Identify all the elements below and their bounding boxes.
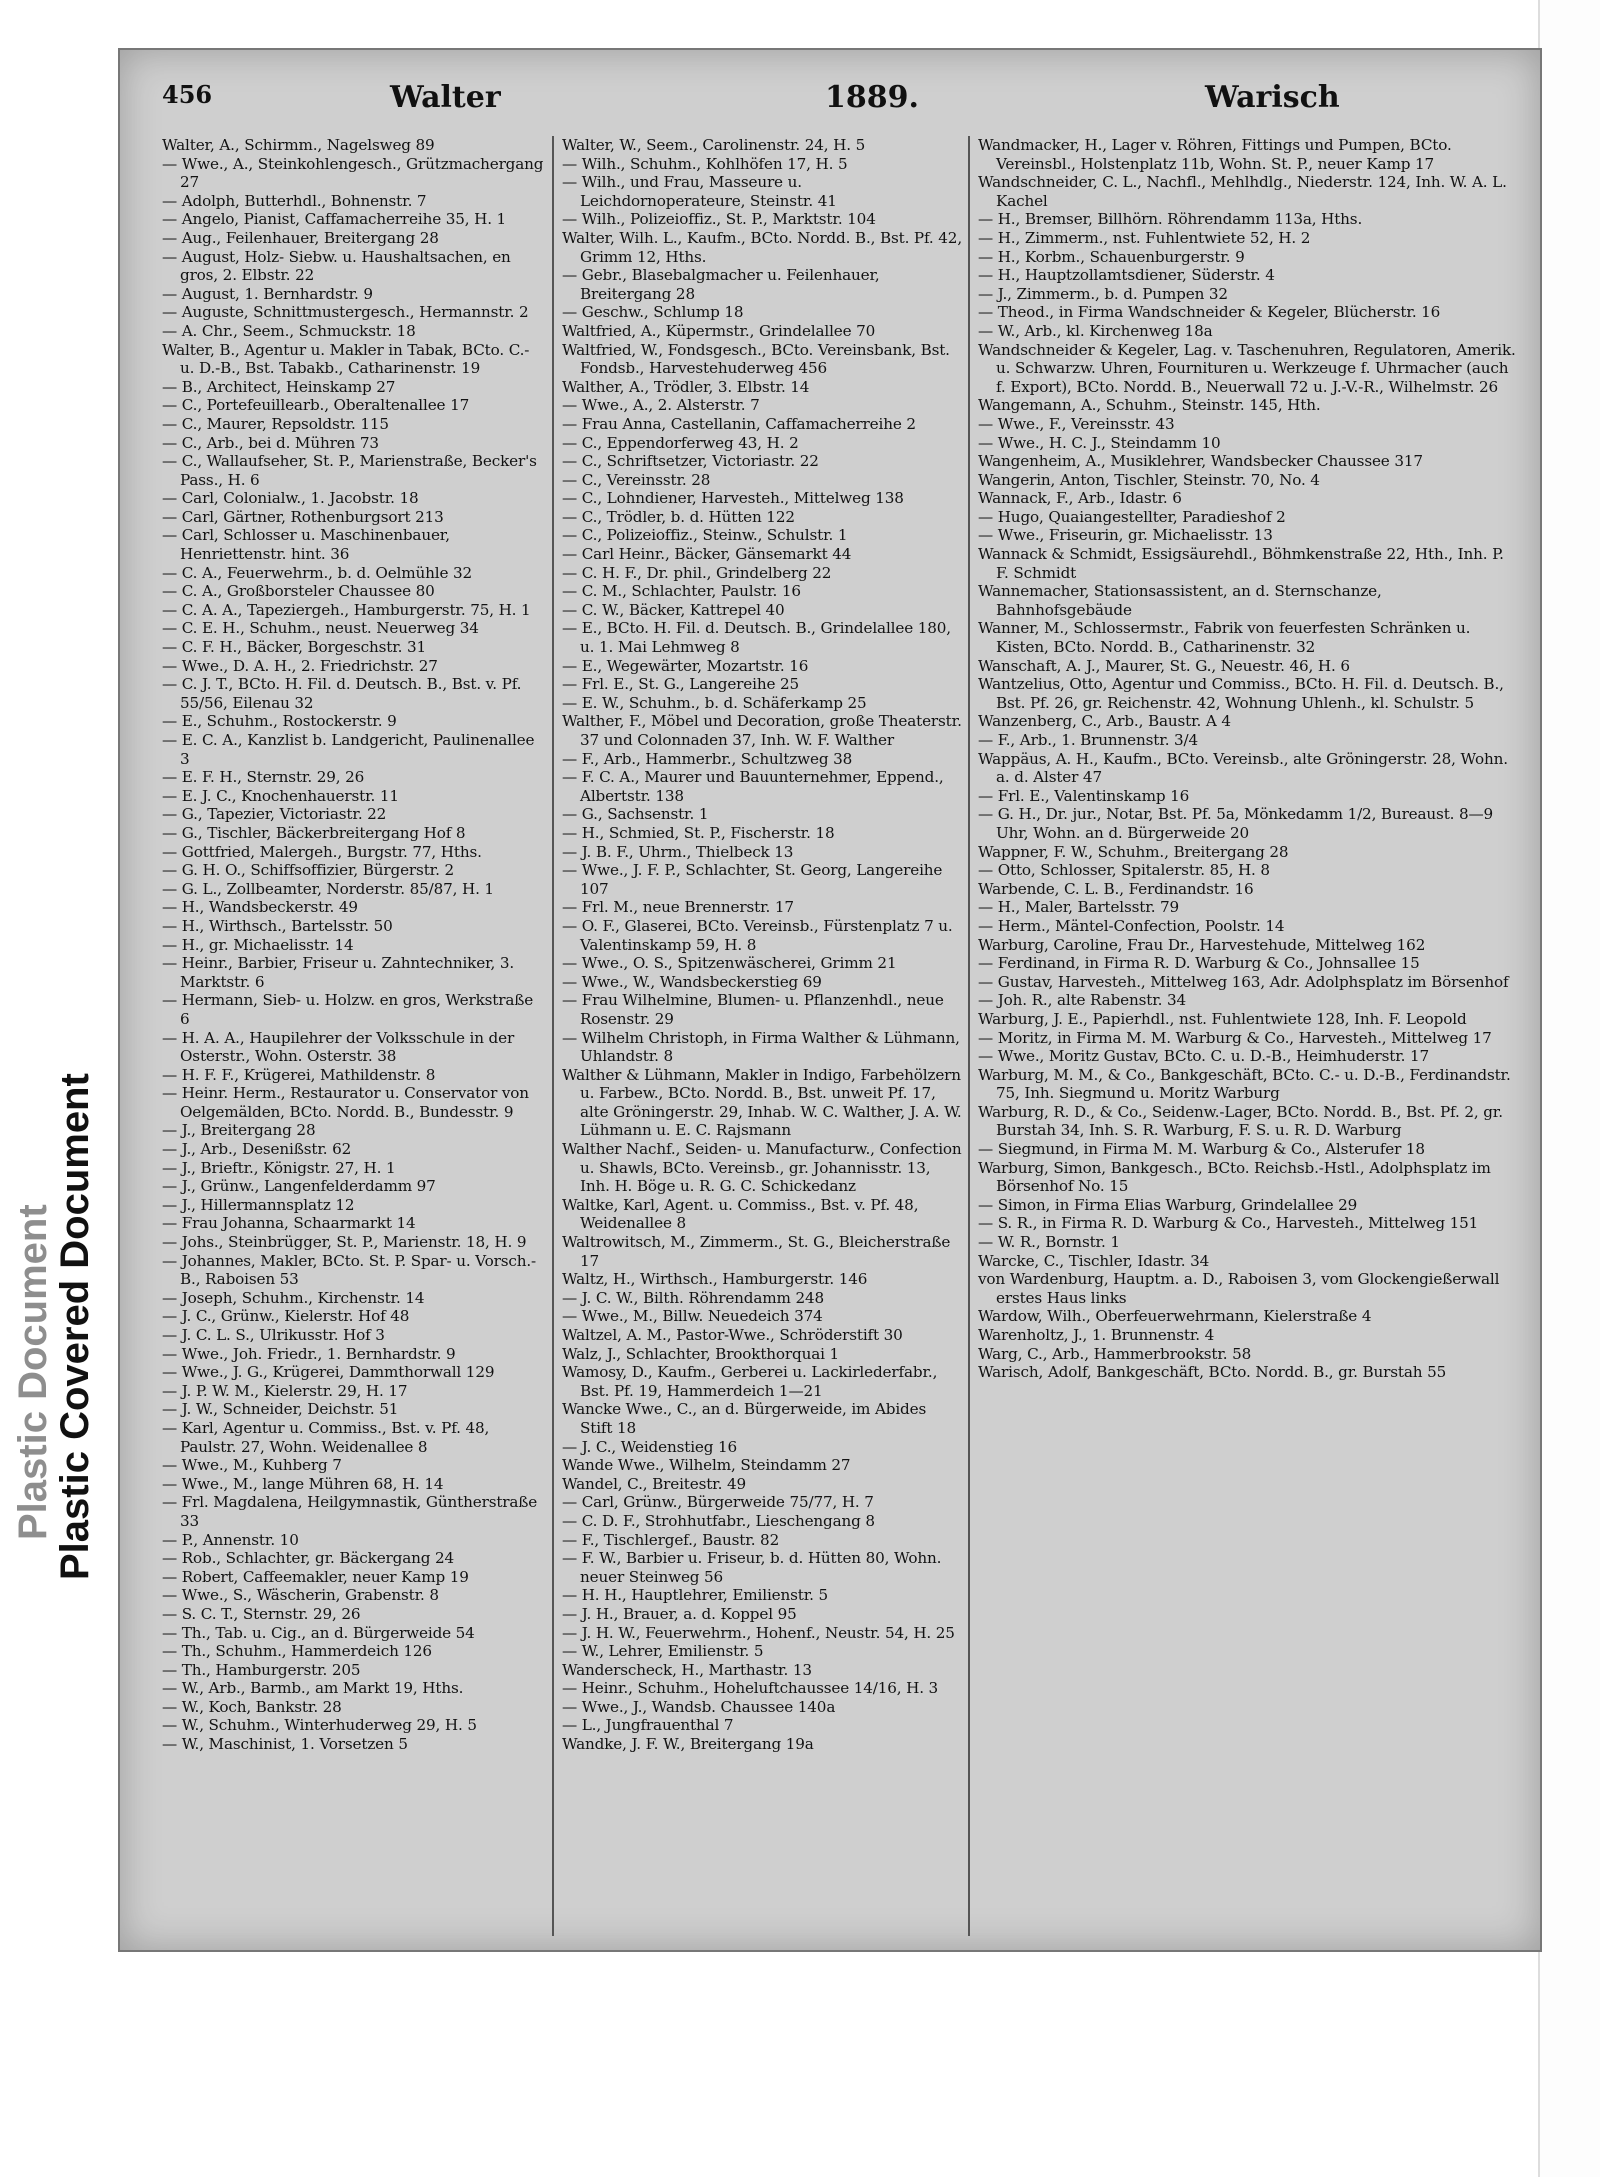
- page-number: 456: [162, 80, 213, 109]
- directory-entry: — C., Polizeioffiz., Steinw., Schulstr. 1: [562, 526, 848, 545]
- directory-entry: — Wwe., W., Wandsbeckerstieg 69: [562, 972, 822, 991]
- directory-entry: Waltfried, A., Küpermstr., Grindelallee 70: [562, 321, 876, 340]
- year-heading: 1889.: [825, 80, 919, 115]
- directory-entry: — Herm., Mäntel-Confection, Poolstr. 14: [978, 916, 1285, 935]
- directory-entry: — S. C. T., Sternstr. 29, 26: [162, 1604, 361, 1623]
- directory-entry: — Joh. R., alte Rabenstr. 34: [978, 991, 1187, 1010]
- column-left: [162, 136, 544, 1936]
- directory-entry: — Simon, in Firma Elias Warburg, Grindelallee 29: [978, 1195, 1358, 1214]
- directory-entry: — C., Vereinsstr. 28: [562, 470, 711, 489]
- directory-entry: — J. C. L. S., Ulrikusstr. Hof 3: [162, 1326, 385, 1344]
- directory-entry: — C., Portefeuillearb., Oberaltenallee 17: [162, 396, 470, 415]
- directory-entry: Wancke Wwe., C., an d. Bürgerweide, im Abides Stift 18: [562, 1400, 927, 1437]
- directory-entry: — J. C., Weidenstieg 16: [562, 1437, 738, 1456]
- directory-entry: — C., Trödler, b. d. Hütten 122: [562, 507, 795, 526]
- directory-entry: — C. M., Schlachter, Paulstr. 16: [562, 582, 801, 601]
- directory-entry: — G. H. O., Schiffsoffizier, Bürgerstr. 2: [162, 861, 454, 880]
- directory-entry: — H., Schmied, St. P., Fischerstr. 18: [562, 823, 835, 842]
- directory-entry: — Wwe., S., Wäscherin, Grabenstr. 8: [162, 1586, 439, 1605]
- directory-entry: Walz, J., Schlachter, Brookthorquai 1: [562, 1344, 840, 1363]
- directory-entry: — Hermann, Sieb- u. Holzw. en gros, Werkstraße 6: [162, 991, 534, 1028]
- directory-entry: — A. Chr., Seem., Schmuckstr. 18: [162, 321, 416, 340]
- directory-entry: — Wwe., Joh. Friedr., 1. Bernhardstr. 9: [162, 1344, 456, 1363]
- directory-entry: Walter, B., Agentur u. Makler in Tabak, BCto. C.- u. D.-B., Bst. Tabakb., Catharinenstr. 19: [162, 340, 530, 378]
- directory-entry: — Frl. Magdalena, Heilgymnastik, Güntherstraße 33: [162, 1493, 538, 1530]
- directory-entry: — Wwe., M., lange Mühren 68, H. 14: [162, 1474, 444, 1493]
- directory-entry: — Theod., in Firma Wandschneider & Kegeler, Blücherstr. 16: [978, 303, 1441, 322]
- directory-entry: — E., BCto. H. Fil. d. Deutsch. B., Grindelallee 180, u. 1. Mai Lehmweg 8: [562, 619, 951, 657]
- directory-entry: — Moritz, in Firma M. M. Warburg & Co., Harvesteh., Mittelweg 17: [978, 1028, 1492, 1047]
- directory-entry: — J., Brieftr., Königstr. 27, H. 1: [162, 1158, 396, 1177]
- directory-entry: — Wwe., M., Billw. Neuedeich 374: [562, 1307, 823, 1326]
- directory-entry: — Siegmund, in Firma M. M. Warburg & Co., Alsterufer 18: [978, 1140, 1425, 1159]
- directory-entry: — Wwe., H. C. J., Steindamm 10: [978, 433, 1221, 452]
- directory-entry: — J., Grünw., Langenfelderdamm 97: [162, 1177, 436, 1196]
- scanned-page: [118, 48, 1542, 1952]
- directory-entry: — G., Tapezier, Victoriastr. 22: [162, 805, 387, 824]
- directory-entry: — C. H. F., Dr. phil., Grindelberg 22: [562, 563, 832, 582]
- directory-entry: — Wwe., A., Steinkohlengesch., Grützmachergang 27: [162, 154, 544, 192]
- directory-entry: — C., Schriftsetzer, Victoriastr. 22: [562, 452, 819, 471]
- directory-entry: Warenholtz, J., 1. Brunnenstr. 4: [978, 1326, 1215, 1344]
- directory-entry: — Carl, Schlosser u. Maschinenbauer, Henriettenstr. hint. 36: [162, 526, 450, 564]
- directory-entry: — Carl, Grünw., Bürgerweide 75/77, H. 7: [562, 1493, 874, 1512]
- directory-entry: — E., Wegewärter, Mozartstr. 16: [562, 656, 809, 675]
- directory-entry: Wandke, J. F. W., Breitergang 19a: [562, 1735, 814, 1754]
- directory-entry: Walther & Lühmann, Makler in Indigo, Farbehölzern u. Farbew., BCto. Nordd. B., Bst. unweit Pf. 17, alte Gröningerstr. 29, Inhab. W. C. Walther, J. A. W. Lühmann u. E. C. Rajsmann: [562, 1065, 962, 1140]
- directory-entry: — L., Jungfrauenthal 7: [562, 1716, 734, 1735]
- directory-entry: — Carl, Colonialw., 1. Jacobstr. 18: [162, 489, 419, 508]
- directory-entry: Walther, A., Trödler, 3. Elbstr. 14: [562, 377, 810, 396]
- directory-entry: — W. R., Bornstr. 1: [978, 1233, 1120, 1252]
- directory-entry: — Th., Schuhm., Hammerdeich 126: [162, 1642, 432, 1661]
- directory-entry: Warburg, J. E., Papierhdl., nst. Fuhlentwiete 128, Inh. F. Leopold: [978, 1009, 1467, 1028]
- directory-entry: Waltz, H., Wirthsch., Hamburgerstr. 146: [562, 1270, 868, 1289]
- directory-entry: — C. D. F., Strohhutfabr., Lieschengang 8: [562, 1511, 875, 1530]
- directory-entry: — Carl Heinr., Bäcker, Gänsemarkt 44: [562, 545, 852, 564]
- directory-entry: — August, Holz- Siebw. u. Haushaltsachen, en gros, 2. Elbstr. 22: [162, 247, 511, 285]
- directory-entry: — J. C. W., Bilth. Röhrendamm 248: [562, 1288, 824, 1307]
- directory-entry: — W., Maschinist, 1. Vorsetzen 5: [162, 1735, 408, 1754]
- directory-entry: — J. B. F., Uhrm., Thielbeck 13: [562, 842, 794, 861]
- directory-entry: Wandel, C., Breitestr. 49: [562, 1474, 746, 1493]
- directory-entry: — Th., Hamburgerstr. 205: [162, 1660, 361, 1679]
- directory-entry: — J. W., Schneider, Deichstr. 51: [162, 1400, 399, 1419]
- side-label-faded: Plastic Document: [11, 1204, 55, 1540]
- directory-entry: — W., Koch, Bankstr. 28: [162, 1697, 342, 1716]
- directory-entry: — E. W., Schuhm., b. d. Schäferkamp 25: [562, 693, 867, 712]
- directory-entry: — Karl, Agentur u. Commiss., Bst. v. Pf. 48, Paulstr. 27, Wohn. Weidenallee 8: [162, 1418, 490, 1456]
- directory-entry: — Wwe., O. S., Spitzenwäscherei, Grimm 21: [562, 954, 897, 973]
- directory-entry: — Otto, Schlosser, Spitalerstr. 85, H. 8: [978, 861, 1270, 880]
- directory-entry: Wande Wwe., Wilhelm, Steindamm 27: [562, 1456, 851, 1475]
- directory-entry: — Frau Johanna, Schaarmarkt 14: [162, 1214, 416, 1233]
- directory-entry: — C., Eppendorferweg 43, H. 2: [562, 433, 799, 452]
- directory-entry: Wappäus, A. H., Kaufm., BCto. Vereinsb., alte Gröningerstr. 28, Wohn. a. d. Alster 47: [978, 749, 1508, 787]
- directory-entry: — Gottfried, Malergeh., Burgstr. 77, Hths.: [162, 842, 482, 861]
- directory-entry: — C. A., Feuerwehrm., b. d. Oelmühle 32: [162, 563, 473, 582]
- directory-entry: — Aug., Feilenhauer, Breitergang 28: [162, 228, 439, 247]
- directory-entry: Walter, A., Schirmm., Nagelsweg 89: [162, 136, 435, 154]
- directory-entry: Wandschneider & Kegeler, Lag. v. Taschenuhren, Regulatoren, Amerik. u. Schwarzw. Uhren, Fournituren u. Werkzeuge f. Uhrmacher (auch f. Export), BCto. Nordd. B., Neuerwall 72 u. J.-V.-R., Wilhelmstr. 26: [978, 340, 1516, 396]
- directory-entry: Wantzelius, Otto, Agentur und Commiss., BCto. H. Fil. d. Deutsch. B., Bst. Pf. 26, gr. Reichenstr. 42, Wohnung Uhlenh., kl. Schulstr. 5: [978, 675, 1504, 712]
- directory-entry: — O. F., Glaserei, BCto. Vereinsb., Fürstenplatz 7 u. Valentinskamp 59, H. 8: [562, 916, 953, 954]
- directory-entry: — C. A., Großborsteler Chaussee 80: [162, 582, 435, 601]
- directory-entry: Walther Nachf., Seiden- u. Manufacturw., Confection u. Shawls, BCto. Vereinsb., gr. Johannisstr. 13, Inh. H. Böge u. R. G. C. Schickedanz: [562, 1140, 962, 1196]
- directory-entry: — Frau Wilhelmine, Blumen- u. Pflanzenhdl., neue Rosenstr. 29: [562, 991, 944, 1028]
- directory-entry: — J. C., Grünw., Kielerstr. Hof 48: [162, 1307, 410, 1326]
- directory-entry: — C., Lohndiener, Harvesteh., Mittelweg 138: [562, 489, 904, 508]
- directory-entry: — Adolph, Butterhdl., Bohnenstr. 7: [162, 191, 427, 210]
- directory-entry: Waltke, Karl, Agent. u. Commiss., Bst. v. Pf. 48, Weidenallee 8: [562, 1195, 919, 1233]
- directory-entry: Wappner, F. W., Schuhm., Breitergang 28: [978, 842, 1289, 861]
- directory-entry: — J., Zimmerm., b. d. Pumpen 32: [978, 284, 1228, 303]
- directory-entry: — Wilhelm Christoph, in Firma Walther & Lühmann, Uhlandstr. 8: [562, 1028, 960, 1066]
- directory-entry: — G. L., Zollbeamter, Norderstr. 85/87, H. 1: [162, 879, 494, 898]
- directory-entry: — J. H., Brauer, a. d. Koppel 95: [562, 1604, 797, 1623]
- directory-entry: — Joseph, Schuhm., Kirchenstr. 14: [162, 1288, 425, 1307]
- directory-entry: — Rob., Schlachter, gr. Bäckergang 24: [162, 1549, 455, 1568]
- directory-entry: — C. E. H., Schuhm., neust. Neuerweg 34: [162, 619, 479, 638]
- directory-entry: — Wilh., und Frau, Masseure u. Leichdornoperateure, Steinstr. 41: [562, 173, 837, 210]
- directory-entry: Wamosy, D., Kaufm., Gerberei u. Lackirlederfabr., Bst. Pf. 19, Hammerdeich 1—21: [562, 1363, 938, 1400]
- directory-entry: — Wwe., A., 2. Alsterstr. 7: [562, 396, 760, 415]
- directory-entry: — Wwe., F., Vereinsstr. 43: [978, 414, 1175, 433]
- directory-entry: — Frl. M., neue Brennerstr. 17: [562, 898, 794, 917]
- directory-entry: — E. F. H., Sternstr. 29, 26: [162, 768, 365, 787]
- directory-entry: Warisch, Adolf, Bankgeschäft, BCto. Nordd. B., gr. Burstah 55: [978, 1363, 1447, 1382]
- directory-entry: — Frl. E., Valentinskamp 16: [978, 786, 1190, 805]
- directory-entry: — E. J. C., Knochenhauerstr. 11: [162, 786, 399, 805]
- directory-entry: — C. J. T., BCto. H. Fil. d. Deutsch. B., Bst. v. Pf. 55/56, Eilenau 32: [162, 675, 522, 712]
- directory-entry: — W., Arb., kl. Kirchenweg 18a: [978, 321, 1213, 340]
- directory-entry: Wandmacker, H., Lager v. Röhren, Fittings und Pumpen, BCto. Vereinsbl., Holstenplatz 11b, Wohn. St. P., neuer Kamp 17: [978, 136, 1452, 173]
- directory-entry: — J., Arb., Desenißstr. 62: [162, 1140, 352, 1159]
- directory-entry: — J. P. W. M., Kielerstr. 29, H. 17: [162, 1381, 408, 1400]
- directory-entry: — F., Tischlergef., Baustr. 82: [562, 1530, 780, 1549]
- directory-entry: — H. F. F., Krügerei, Mathildenstr. 8: [162, 1065, 436, 1084]
- directory-entry: Warburg, R. D., & Co., Seidenw.-Lager, BCto. Nordd. B., Bst. Pf. 2, gr. Burstah 34, Inh. S. R. Warburg, F. S. u. R. D. Warburg: [978, 1102, 1503, 1140]
- directory-entry: — W., Arb., Barmb., am Markt 19, Hths.: [162, 1679, 464, 1698]
- directory-entry: — G., Tischler, Bäckerbreitergang Hof 8: [162, 823, 466, 842]
- directory-entry: — Heinr., Schuhm., Hoheluftchaussee 14/16, H. 3: [562, 1679, 939, 1698]
- directory-entry: — F. C. A., Maurer und Bauunternehmer, Eppend., Albertstr. 138: [562, 768, 944, 805]
- directory-entry: — H. H., Hauptlehrer, Emilienstr. 5: [562, 1586, 829, 1605]
- directory-entry: — Th., Tab. u. Cig., an d. Bürgerweide 54: [162, 1623, 475, 1642]
- directory-entry: Warbende, C. L. B., Ferdinandstr. 16: [978, 879, 1254, 898]
- directory-entry: — H., Maler, Bartelsstr. 79: [978, 898, 1180, 917]
- directory-entry: — C. W., Bäcker, Kattrepel 40: [562, 600, 785, 619]
- directory-entry: — F., Arb., Hammerbr., Schultzweg 38: [562, 749, 853, 768]
- right-running-title: Warisch: [1205, 80, 1340, 115]
- side-label-main: Plastic Covered Document: [53, 1073, 97, 1580]
- directory-entry: Warburg, Simon, Bankgesch., BCto. Reichsb.-Hstl., Adolphsplatz im Börsenhof No. 15: [978, 1158, 1491, 1196]
- directory-entry: Warburg, Caroline, Frau Dr., Harvestehude, Mittelweg 162: [978, 935, 1426, 954]
- directory-entry: Wannack, F., Arb., Idastr. 6: [978, 489, 1182, 508]
- column-right: [968, 136, 1518, 1936]
- directory-entry: — W., Lehrer, Emilienstr. 5: [562, 1642, 764, 1661]
- directory-entry: — Gustav, Harvesteh., Mittelweg 163, Adr. Adolphsplatz im Börsenhof: [978, 972, 1509, 991]
- directory-entry: — G. H., Dr. jur., Notar, Bst. Pf. 5a, Mönkedamm 1/2, Bureaust. 8—9 Uhr, Wohn. an d. Bürgerweide 20: [978, 805, 1494, 842]
- directory-entry: — Wwe., D. A. H., 2. Friedrichstr. 27: [162, 656, 438, 675]
- directory-entry: — J. H. W., Feuerwehrm., Hohenf., Neustr. 54, H. 25: [562, 1623, 955, 1642]
- directory-entry: — S. R., in Firma R. D. Warburg & Co., Harvesteh., Mittelweg 151: [978, 1214, 1479, 1233]
- directory-entry: — Carl, Gärtner, Rothenburgsort 213: [162, 507, 444, 526]
- directory-entry: — Wwe., M., Kuhberg 7: [162, 1456, 342, 1475]
- directory-entry: — J., Hillermannsplatz 12: [162, 1195, 355, 1214]
- directory-entry: Warburg, M. M., & Co., Bankgeschäft, BCto. C.- u. D.-B., Ferdinandstr. 75, Inh. Siegmund u. Moritz Warburg: [978, 1065, 1511, 1103]
- directory-entry: — Heinr. Herm., Restaurator u. Conservator von Oelgemälden, BCto. Nordd. B., Bundesstr. 9: [162, 1084, 529, 1121]
- directory-entry: Walter, Wilh. L., Kaufm., BCto. Nordd. B., Bst. Pf. 42, Grimm 12, Hths.: [562, 228, 962, 266]
- left-running-title: Walter: [390, 80, 501, 115]
- directory-entry: Waltrowitsch, M., Zimmerm., St. G., Bleicherstraße 17: [562, 1233, 951, 1270]
- directory-entry: Wanschaft, A. J., Maurer, St. G., Neuestr. 46, H. 6: [978, 656, 1350, 675]
- directory-entry: Walter, W., Seem., Carolinenstr. 24, H. 5: [562, 136, 866, 154]
- directory-entry: — W., Schuhm., Winterhuderweg 29, H. 5: [162, 1716, 477, 1735]
- directory-entry: — E., Schuhm., Rostockerstr. 9: [162, 712, 397, 731]
- directory-entry: — Wwe., J., Wandsb. Chaussee 140a: [562, 1697, 836, 1716]
- directory-entry: — F. W., Barbier u. Friseur, b. d. Hütten 80, Wohn. neuer Steinweg 56: [562, 1549, 942, 1586]
- directory-entry: — H., Bremser, Billhörn. Röhrendamm 113a, Hths.: [978, 210, 1363, 229]
- directory-entry: — C. A. A., Tapeziergeh., Hamburgerstr. 75, H. 1: [162, 600, 531, 619]
- directory-entry: von Wardenburg, Hauptm. a. D., Raboisen 3, vom Glockengießerwall erstes Haus links: [978, 1270, 1500, 1307]
- directory-entry: — Johs., Steinbrügger, St. P., Marienstr. 18, H. 9: [162, 1233, 527, 1252]
- directory-entry: — Angelo, Pianist, Caffamacherreihe 35, H. 1: [162, 210, 507, 229]
- directory-entry: — August, 1. Bernhardstr. 9: [162, 284, 373, 303]
- directory-entry: — Frl. E., St. G., Langereihe 25: [562, 675, 799, 694]
- directory-entry: — Hugo, Quaiangestellter, Paradieshof 2: [978, 507, 1286, 526]
- page-header: [120, 80, 1540, 126]
- directory-entry: — C. F. H., Bäcker, Borgeschstr. 31: [162, 638, 427, 657]
- directory-entry: — Wwe., Friseurin, gr. Michaelisstr. 13: [978, 526, 1273, 545]
- directory-entry: — J., Breitergang 28: [162, 1121, 316, 1140]
- directory-entry: Warg, C., Arb., Hammerbrookstr. 58: [978, 1344, 1252, 1363]
- directory-entry: — C., Arb., bei d. Mühren 73: [162, 433, 379, 452]
- directory-entry: — H., Korbm., Schauenburgerstr. 9: [978, 247, 1245, 266]
- scan-margin: [1538, 0, 1600, 2177]
- directory-entry: — C., Maurer, Repsoldstr. 115: [162, 414, 389, 433]
- directory-entry: — C., Wallaufseher, St. P., Marienstraße, Becker's Pass., H. 6: [162, 452, 537, 489]
- directory-entry: Wangerin, Anton, Tischler, Steinstr. 70, No. 4: [978, 470, 1320, 489]
- directory-entry: — Wilh., Polizeioffiz., St. P., Marktstr. 104: [562, 210, 876, 229]
- directory-entry: — Auguste, Schnittmustergesch., Hermannstr. 2: [162, 303, 529, 322]
- directory-entry: — Wwe., Moritz Gustav, BCto. C. u. D.-B., Heimhuderstr. 17: [978, 1047, 1430, 1066]
- directory-entry: Wannack & Schmidt, Essigsäurehdl., Böhmkenstraße 22, Hth., Inh. P. F. Schmidt: [978, 545, 1504, 582]
- directory-entry: Wardow, Wilh., Oberfeuerwehrmann, Kielerstraße 4: [978, 1307, 1372, 1326]
- directory-entry: — H., gr. Michaelisstr. 14: [162, 935, 354, 954]
- directory-entry: — E. C. A., Kanzlist b. Landgericht, Paulinenallee 3: [162, 731, 535, 768]
- directory-entry: — F., Arb., 1. Brunnenstr. 3/4: [978, 731, 1199, 749]
- directory-entry: — P., Annenstr. 10: [162, 1530, 299, 1549]
- side-label: [12, 1073, 96, 1580]
- directory-entry: — G., Sachsenstr. 1: [562, 805, 709, 824]
- directory-entry: Warcke, C., Tischler, Idastr. 34: [978, 1251, 1210, 1270]
- directory-entry: Waltfried, W., Fondsgesch., BCto. Vereinsbank, Bst. Fondsb., Harvestehuderweg 456: [562, 340, 950, 378]
- column-middle: [552, 136, 962, 1936]
- directory-entry: Wangenheim, A., Musiklehrer, Wandsbecker Chaussee 317: [978, 452, 1423, 471]
- directory-entry: Wanner, M., Schlossermstr., Fabrik von feuerfesten Schränken u. Kisten, BCto. Nordd. B., Catharinenstr. 32: [978, 619, 1471, 657]
- directory-entry: Waltzel, A. M., Pastor-Wwe., Schröderstift 30: [562, 1326, 903, 1344]
- directory-entry: — Heinr., Barbier, Friseur u. Zahntechniker, 3. Marktstr. 6: [162, 954, 515, 991]
- directory-entry: Walther, F., Möbel und Decoration, große Theaterstr. 37 und Colonnaden 37, Inh. W. F. Walther: [562, 712, 962, 749]
- directory-entry: — Wwe., J. G., Krügerei, Dammthorwall 129: [162, 1363, 495, 1382]
- directory-entry: — Geschw., Schlump 18: [562, 303, 744, 322]
- directory-entry: — Ferdinand, in Firma R. D. Warburg & Co., Johnsallee 15: [978, 954, 1420, 973]
- directory-entry: — Frau Anna, Castellanin, Caffamacherreihe 2: [562, 414, 916, 433]
- directory-entry: — Robert, Caffeemakler, neuer Kamp 19: [162, 1567, 469, 1586]
- directory-entry: — Johannes, Makler, BCto. St. P. Spar- u. Vorsch.-B., Raboisen 53: [162, 1251, 536, 1289]
- directory-entry: — B., Architect, Heinskamp 27: [162, 377, 396, 396]
- directory-entry: Wanzenberg, C., Arb., Baustr. A 4: [978, 712, 1231, 731]
- directory-entry: — Wilh., Schuhm., Kohlhöfen 17, H. 5: [562, 154, 848, 173]
- directory-entry: Wannemacher, Stationsassistent, an d. Sternschanze, Bahnhofsgebäude: [978, 582, 1382, 619]
- directory-entry: — H., Hauptzollamtsdiener, Süderstr. 4: [978, 266, 1275, 285]
- directory-entry: — H., Wandsbeckerstr. 49: [162, 898, 358, 917]
- directory-entry: Wanderscheck, H., Marthastr. 13: [562, 1660, 812, 1679]
- directory-entry: — Wwe., J. F. P., Schlachter, St. Georg, Langereihe 107: [562, 861, 943, 898]
- directory-entry: Wangemann, A., Schuhm., Steinstr. 145, Hth.: [978, 396, 1321, 415]
- directory-entry: — H. A. A., Haupilehrer der Volksschule in der Osterstr., Wohn. Osterstr. 38: [162, 1028, 515, 1066]
- directory-entry: Wandschneider, C. L., Nachfl., Mehlhdlg., Niederstr. 124, Inh. W. A. L. Kachel: [978, 173, 1507, 210]
- directory-entry: — H., Wirthsch., Bartelsstr. 50: [162, 916, 393, 935]
- directory-entry: — H., Zimmerm., nst. Fuhlentwiete 52, H. 2: [978, 228, 1311, 247]
- directory-entry: — Gebr., Blasebalgmacher u. Feilenhauer, Breitergang 28: [562, 266, 880, 303]
